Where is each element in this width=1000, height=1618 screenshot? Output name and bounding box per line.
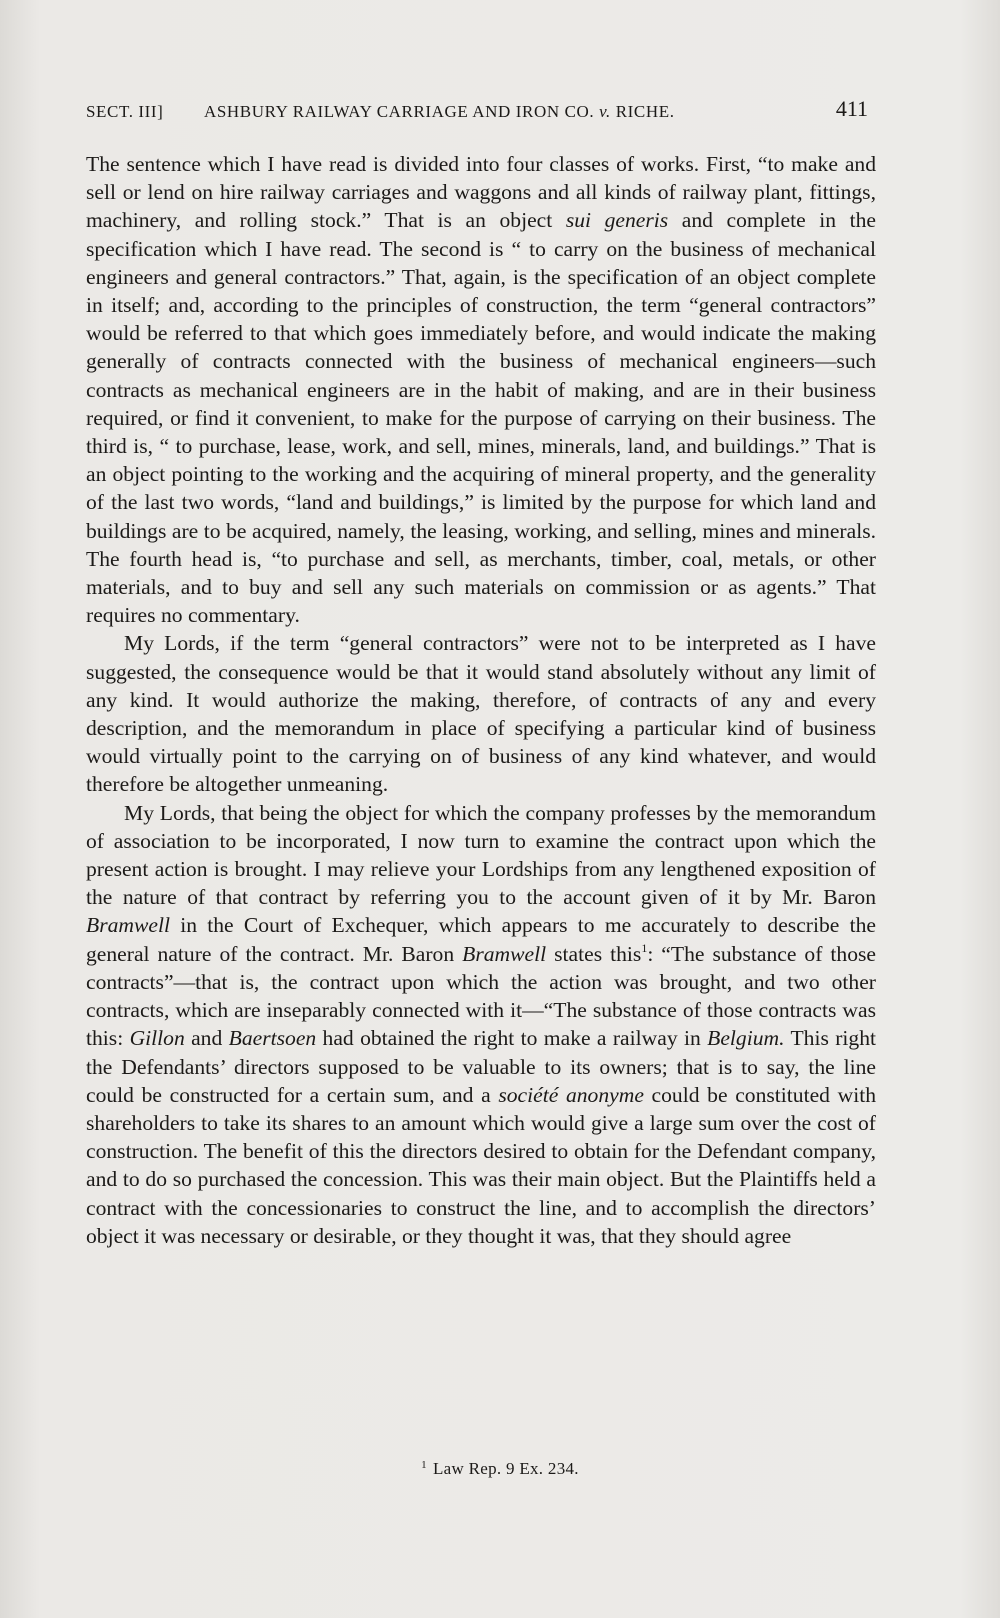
case-title-part-2: RICHE.: [610, 102, 675, 121]
text-run: and complete in the specification which I have read. The second is “ to carry on the business of mechanical engineers and general contractors.” That, again, is the specification of an object complete in itself; and, according to the principles of construction, the term “general contractors” would be referred to that which goes immediately before, and would indicate the making generally of contracts connected with the business of mechanical engineers—such contracts as mechanical engineers are in the habit of making, and are in their business required, or find it convenient, to make for the purpose of carrying on their business. The third is, “ to purchase, lease, work, and sell, mines, minerals, land, and buildings.” That is an object pointing to the working and the acquiring of mineral property, and the generality of the last two words, “land and buildings,” is limited by the purpose for which land and buildings are to be acquired, namely, the leasing, working, and selling, mines and minerals. The fourth head is, “to purchase and sell, as merchants, timber, coal, metals, or other materials, and to buy and sell any such materials on commission or as agents.” That requires no commentary.: [86, 208, 877, 628]
paragraph-1: [86, 150, 876, 629]
footnote: [0, 1459, 1000, 1479]
text-run: states this: [546, 941, 642, 966]
footnote-reference: 1: [641, 940, 648, 955]
italic-term: Gillon: [129, 1026, 185, 1051]
text-run: My Lords, that being the object for which the company professes by the memorandum of association to be incorporated, I now turn to examine the contract upon which the present action is brought. I may relieve your Lordships from any lengthened exposition of the nature of that contract by referring you to the account given of it by Mr. Baron: [86, 800, 876, 910]
page-number: 411: [835, 96, 868, 121]
section-label: SECT. III]: [86, 102, 164, 121]
footnote-text: Law Rep. 9 Ex. 234.: [432, 1459, 579, 1478]
body-text: [86, 150, 876, 1250]
italic-term: société anonyme: [498, 1082, 644, 1107]
italic-term: sui generis: [565, 208, 669, 233]
running-header: [86, 96, 868, 126]
case-title: [204, 102, 675, 122]
text-run: This right the Defendants’ directors supposed to be valuable to its owners; that is to say, the line could be constructed for a certain sum, and a: [86, 1026, 876, 1107]
text-run: The sentence which I have read is divided into four classes of works. First, “to make and sell or lend on hire railway carriages and waggons and all kinds of railway plant, fittings, machinery, and rolling stock.” That is an object: [86, 152, 876, 233]
text-run: and: [184, 1026, 229, 1051]
text-run: in the Court of Exchequer, which appears to me accurately to describe the general nature of the contract. Mr. Baron: [86, 913, 876, 966]
text-run: : “The substance of those contracts”—that is, the contract upon which the action was brought, and two other contracts, which are inseparably connected with it—“The substance of those contracts was this:: [86, 941, 876, 1051]
paragraph-3: [86, 799, 876, 1250]
italic-term: Baertsoen: [228, 1026, 317, 1051]
italic-term: Bramwell: [462, 941, 547, 966]
italic-term: Belgium.: [707, 1026, 785, 1051]
paragraph-2: [86, 629, 876, 798]
case-title-part-1: ASHBURY RAILWAY CARRIAGE AND IRON CO.: [204, 102, 600, 121]
footnote-mark: 1: [421, 1459, 427, 1471]
text-run: My Lords, if the term “general contractors” were not to be interpreted as I have suggested, the consequence would be that it would stand absolutely without any limit of any kind. It would authorize the making, therefore, of contracts of any and every description, and the memorandum in place of specifying a particular kind of business would virtually point to the carrying on of business of any kind whatever, and would therefore be altogether unmeaning.: [86, 631, 876, 797]
case-title-versus: v.: [599, 102, 611, 121]
italic-term: Bramwell: [86, 913, 170, 938]
text-run: had obtained the right to make a railway in: [316, 1026, 708, 1051]
text-run: could be constituted with shareholders to take its shares to an amount which would give a large sum over the cost of construction. The benefit of this the directors desired to obtain for the Defendant company, and to do so purchased the concession. This was their main object. But the Plaintiffs held a contract with the concessionaries to construct the line, and to accomplish the directors’ object it was necessary or desirable, or they thought it was, that they should agree: [86, 1082, 876, 1248]
